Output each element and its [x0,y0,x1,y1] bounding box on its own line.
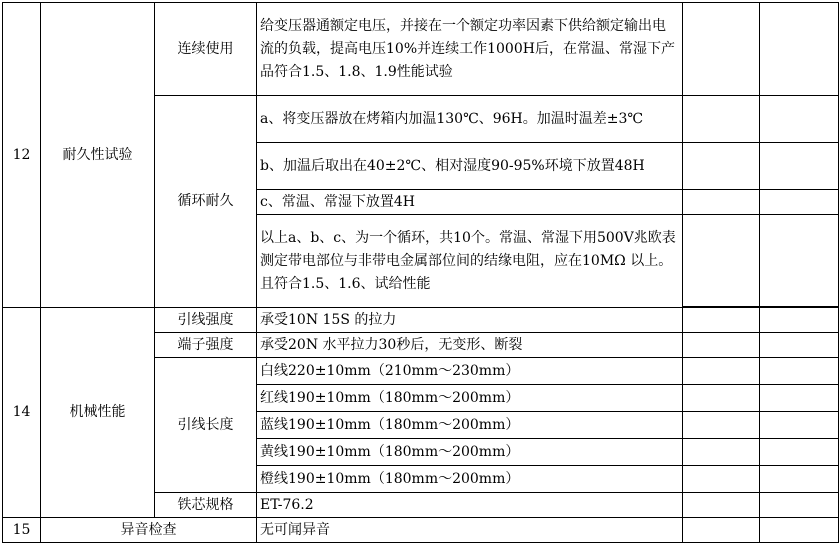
requirement-text: 承受10N 15S 的拉力 [257,308,683,333]
requirement-text: c、常温、常湿下放置4H [257,190,683,215]
sub-item-name: 引线长度 [155,358,257,493]
blank-cell [760,96,839,143]
blank-cell [760,439,839,466]
test-item-name: 耐久性试验 [41,3,155,308]
spec-table [2,2,839,543]
requirement-text: 给变压器通额定电压，并接在一个额定功率因素下供给额定输出电流的负载，提高电压10%并连续工作1000H后，在常温、常湿下产品符合1.5、1.8、1.9性能试验 [257,3,683,96]
requirement-text: 橙线190±10mm（180mm～200mm） [257,466,683,493]
blank-cell [760,308,839,333]
requirement-text: 无可闻异音 [257,518,683,543]
blank-cell [683,412,760,439]
requirement-text: a、将变压器放在烤箱内加温130℃、96H。加温时温差±3℃ [257,96,683,143]
requirement-text: 白线220±10mm（210mm～230mm） [257,358,683,385]
blank-cell [683,466,760,493]
blank-cell [760,143,839,190]
blank-cell [760,466,839,493]
item-number: 15 [3,518,41,543]
blank-cell [760,215,839,307]
blank-cell [760,358,839,385]
requirement-text: 蓝线190±10mm（180mm～200mm） [257,412,683,439]
requirement-text: b、加温后取出在40±2℃、相对湿度90-95%环境下放置48H [257,143,683,190]
item-number: 14 [3,308,41,518]
blank-cell [683,333,760,358]
blank-cell [683,385,760,412]
blank-cell [683,493,760,518]
blank-cell [760,518,839,543]
blank-cell [683,358,760,385]
requirement-text: 红线190±10mm（180mm～200mm） [257,385,683,412]
sub-item-name: 循环耐久 [155,96,257,308]
table-row [3,3,839,96]
requirement-text: 黄线190±10mm（180mm～200mm） [257,439,683,466]
blank-cell [683,308,760,333]
sub-item-name: 端子强度 [155,333,257,358]
table-row [3,518,839,543]
requirement-text: ET-76.2 [257,493,683,518]
blank-cell [683,439,760,466]
sub-item-name: 引线强度 [155,308,257,333]
blank-cell [683,3,760,96]
test-item-name: 异音检查 [41,518,257,543]
blank-cell [760,493,839,518]
requirement-text: 承受20N 水平拉力30秒后，无变形、断裂 [257,333,683,358]
blank-cell [683,190,760,215]
item-number: 12 [3,3,41,308]
blank-cell [760,385,839,412]
test-item-name: 机械性能 [41,308,155,518]
blank-cell [760,3,839,96]
blank-cell [683,215,760,307]
requirement-text: 以上a、b、c、为一个循环，共10个。常温、常湿下用500V兆欧表测定带电部位与非带电金属部位间的结缘电阻，应在10MΩ 以上。且符合1.5、1.6、试给性能 [257,215,683,308]
blank-cell [683,518,760,543]
blank-cell [683,143,760,190]
blank-cell [760,412,839,439]
blank-cell [760,333,839,358]
sub-item-name: 铁芯规格 [155,493,257,518]
table-row [3,308,839,333]
sub-item-name: 连续使用 [155,3,257,96]
blank-cell [760,190,839,215]
blank-cell [683,96,760,143]
